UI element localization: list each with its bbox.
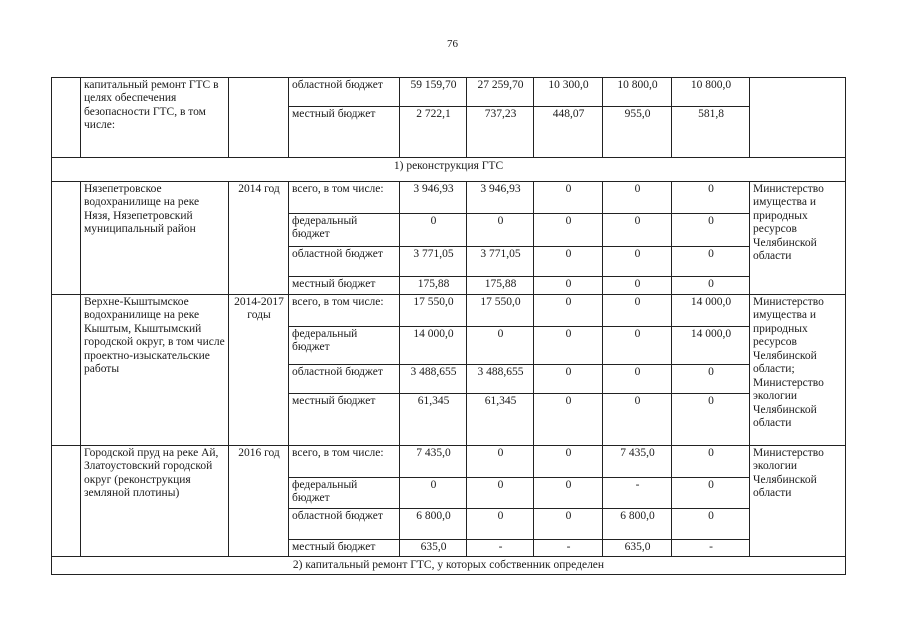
funding-source-cell: местный бюджет [289, 394, 400, 446]
table-row: Нязепетровское водохранилище на реке Нязя, Нязепетровский муниципальный район 2014 год всего, в том числе: 3 946,93 3 946,93 0 0 0 Министерство имущества и природных ресурсов Челябинской области [52, 182, 846, 214]
funding-source-cell: областной бюджет [289, 365, 400, 394]
funding-source-cell: местный бюджет [289, 540, 400, 557]
funding-source-cell: областной бюджет [289, 509, 400, 540]
table-row: местный бюджет 175,88 175,88 0 0 0 [52, 277, 846, 295]
table-row: Верхне-Кыштымское водохранилище на реке Кыштым, Кыштымский городской округ, в том числе проектно-изыскательские работы 2014-2017 годы всего, в том числе: 17 550,0 17 550,0 0 0 14 000,0 Министерство имущества и природных ресурсов Челябинской области; Министерство экологии Челябинской области [52, 295, 846, 327]
funding-source-cell: федеральный бюджет [289, 214, 400, 247]
object-name-cell: капитальный ремонт ГТС в целях обеспечения безопасности ГТС, в том числе: [81, 78, 229, 158]
funding-source-cell: всего, в том числе: [289, 446, 400, 478]
section-title: 1) реконструкция ГТС [52, 158, 846, 182]
funding-source-cell: всего, в том числе: [289, 182, 400, 214]
funding-source-cell: федеральный бюджет [289, 327, 400, 365]
section-title-row [52, 158, 846, 182]
table-row: местный бюджет 635,0 - - 635,0 - [52, 540, 846, 557]
page-number: 76 [447, 38, 458, 50]
table-row: федеральный бюджет 0 0 0 - 0 [52, 478, 846, 509]
table-row: федеральный бюджет 14 000,0 0 0 0 14 000,0 [52, 327, 846, 365]
table-row: областной бюджет 3 771,05 3 771,05 0 0 0 [52, 247, 846, 277]
funding-source-cell: областной бюджет [289, 78, 400, 107]
funding-source-cell: местный бюджет [289, 107, 400, 158]
period-cell: 2016 год [229, 446, 289, 557]
object-name-cell: Верхне-Кыштымское водохранилище на реке Кыштым, Кыштымский городской округ, в том числе проектно-изыскательские работы [81, 295, 229, 446]
funding-source-cell: всего, в том числе: [289, 295, 400, 327]
responsible-cell: Министерство экологии Челябинской области [750, 446, 846, 557]
section-title-row [52, 557, 846, 575]
table-row: местный бюджет 61,345 61,345 0 0 0 [52, 394, 846, 446]
period-cell: 2014-2017 годы [229, 295, 289, 446]
table-row: Городской пруд на реке Ай, Златоустовский городской округ (реконструкция земляной плотины) 2016 год всего, в том числе: 7 435,0 0 0 7 435,0 0 Министерство экологии Челябинской области [52, 446, 846, 478]
section-title: 2) капитальный ремонт ГТС, у которых собственник определен [52, 557, 846, 575]
period-cell: 2014 год [229, 182, 289, 295]
program-table [51, 77, 846, 575]
funding-source-cell: областной бюджет [289, 247, 400, 277]
object-name-cell: Нязепетровское водохранилище на реке Нязя, Нязепетровский муниципальный район [81, 182, 229, 295]
funding-source-cell: федеральный бюджет [289, 478, 400, 509]
funding-source-cell: местный бюджет [289, 277, 400, 295]
object-name-cell: Городской пруд на реке Ай, Златоустовский городской округ (реконструкция земляной плотины) [81, 446, 229, 557]
responsible-cell: Министерство имущества и природных ресурсов Челябинской области [750, 182, 846, 295]
table-row: капитальный ремонт ГТС в целях обеспечения безопасности ГТС, в том числе: областной бюджет 59 159,70 27 259,70 10 300,0 10 800,0 10 800,0 [52, 78, 846, 107]
table-row: федеральный бюджет 0 0 0 0 0 [52, 214, 846, 247]
responsible-cell: Министерство имущества и природных ресурсов Челябинской области; Министерство экологии Челябинской области [750, 295, 846, 446]
table-row: областной бюджет 6 800,0 0 0 6 800,0 0 [52, 509, 846, 540]
table-row: областной бюджет 3 488,655 3 488,655 0 0 0 [52, 365, 846, 394]
table-row: местный бюджет 2 722,1 737,23 448,07 955,0 581,8 [52, 107, 846, 158]
